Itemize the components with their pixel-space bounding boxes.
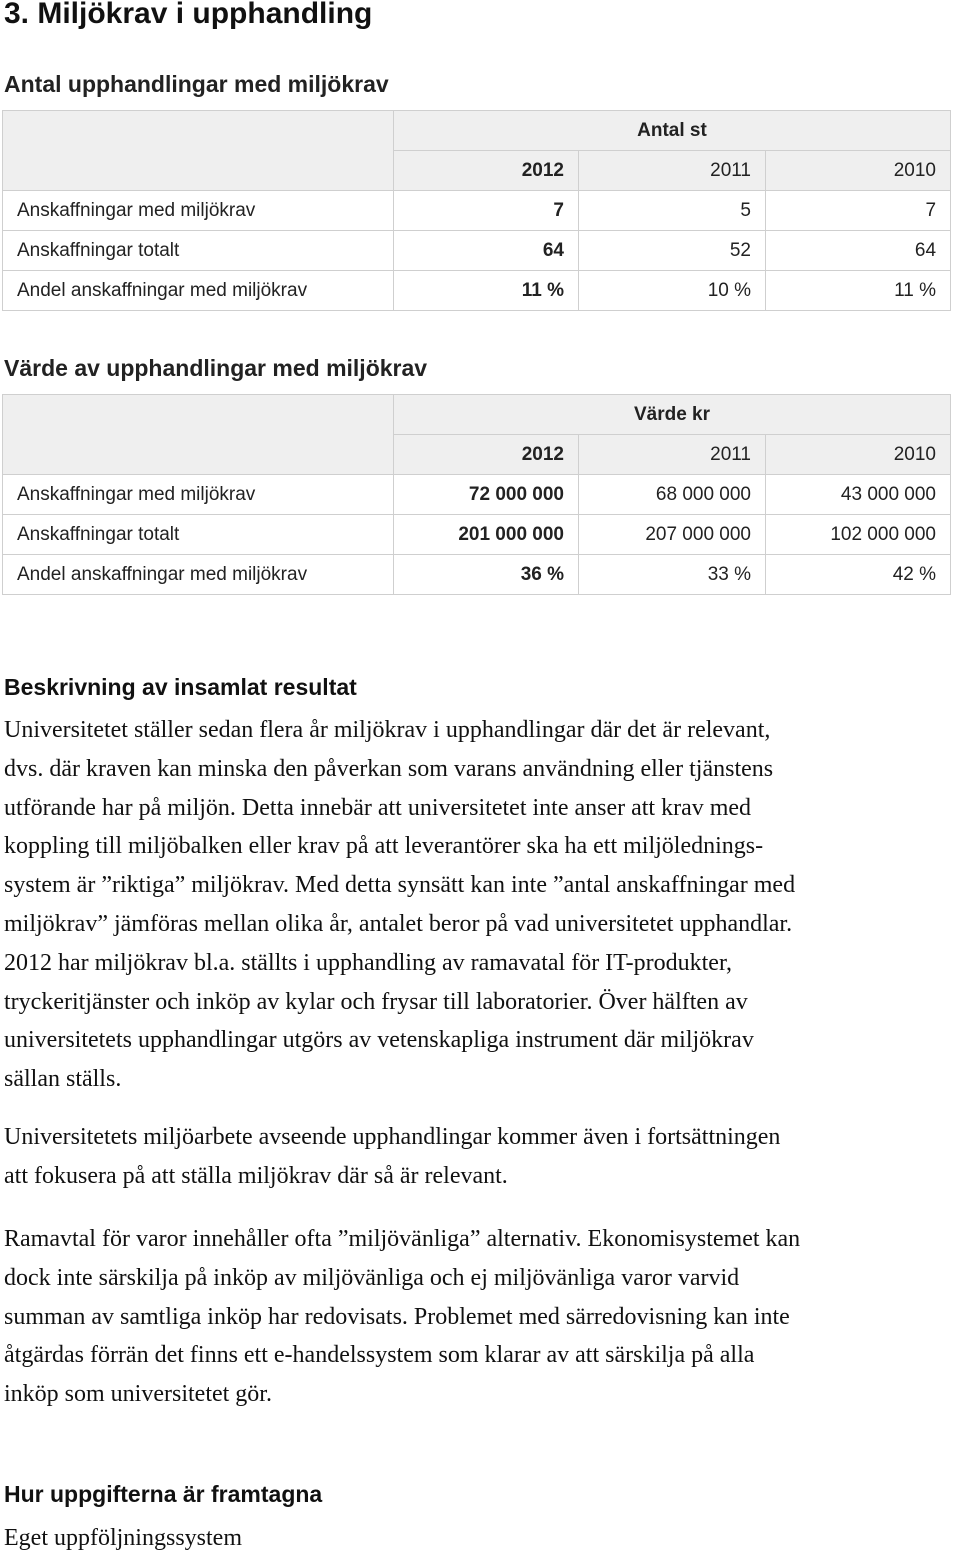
text-line: 2012 har miljökrav bl.a. ställts i upphandling av ramavatal för IT-produkter, (4, 949, 732, 976)
cell-value: 11 % (394, 271, 579, 311)
text-line: att fokusera på att ställa miljökrav där så är relevant. (4, 1162, 508, 1189)
cell-value: 11 % (766, 271, 951, 311)
text-line: Universitetets miljöarbete avseende upphandlingar kommer även i fortsättningen (4, 1124, 781, 1150)
result-paragraph-3 (4, 1220, 960, 1414)
table-row (3, 475, 951, 515)
result-paragraph-1 (4, 711, 960, 1099)
value-table (2, 394, 951, 595)
cell-value: 7 (766, 191, 951, 231)
year-header-2010: 2010 (766, 151, 951, 191)
table-row (3, 191, 951, 231)
count-section-title: Antal upphandlingar med miljökrav (4, 71, 389, 97)
table-group-header: Värde kr (394, 395, 951, 435)
table-row (3, 555, 951, 595)
cell-value: 42 % (766, 555, 951, 595)
text-line: Universitetet ställer sedan flera år miljökrav i upphandlingar där det är relevant, (4, 717, 771, 743)
text-line: tryckeritjänster och inköp av kylar och frysar till laboratorier. Över hälften av (4, 988, 748, 1015)
cell-value: 64 (766, 231, 951, 271)
row-label: Anskaffningar med miljökrav (3, 191, 394, 231)
cell-value: 72 000 000 (394, 475, 579, 515)
table-row (3, 515, 951, 555)
cell-value: 43 000 000 (766, 475, 951, 515)
table-corner-cell (3, 395, 394, 475)
row-label: Anskaffningar totalt (3, 515, 394, 555)
cell-value: 10 % (579, 271, 766, 311)
table-header-row (3, 111, 951, 151)
method-text (4, 1519, 960, 1558)
text-line: inköp som universitetet gör. (4, 1381, 272, 1408)
page-title: 3. Miljökrav i upphandling (4, 0, 373, 30)
year-header-2010: 2010 (766, 435, 951, 475)
table-header-row (3, 395, 951, 435)
year-header-2012: 2012 (394, 151, 579, 191)
text-line: summan av samtliga inköp har redovisats. Problemet med särredovisning kan inte (4, 1303, 790, 1330)
value-section-title: Värde av upphandlingar med miljökrav (4, 355, 428, 381)
table-row (3, 271, 951, 311)
text-line: utförande har på miljön. Detta innebär att universitetet inte anser att krav med (4, 794, 752, 821)
year-header-2012: 2012 (394, 435, 579, 475)
cell-value: 64 (394, 231, 579, 271)
text-line: dvs. där kraven kan minska den påverkan som varans användning eller tjänstens (4, 755, 774, 782)
text-line: Eget uppföljningssystem (4, 1525, 242, 1551)
cell-value: 207 000 000 (579, 515, 766, 555)
row-label: Andel anskaffningar med miljökrav (3, 271, 394, 311)
year-header-2011: 2011 (579, 435, 766, 475)
cell-value: 102 000 000 (766, 515, 951, 555)
table-group-header: Antal st (394, 111, 951, 151)
row-label: Anskaffningar totalt (3, 231, 394, 271)
text-line: miljökrav” jämföras mellan olika år, antalet beror på vad universitetet upphandlar. (4, 910, 793, 937)
text-line: dock inte särskilja på inköp av miljövänliga och ej miljövänliga varor varvid (4, 1264, 740, 1291)
text-line: koppling till miljöbalken eller krav på att leverantörer ska ha ett miljölednings- (4, 833, 764, 860)
result-paragraph-2 (4, 1118, 960, 1196)
cell-value: 5 (579, 191, 766, 231)
text-line: åtgärdas förrän det finns ett e-handelssystem som klarar av att särskilja på alla (4, 1342, 755, 1369)
text-line: sällan ställs. (4, 1066, 122, 1093)
row-label: Anskaffningar med miljökrav (3, 475, 394, 515)
cell-value: 36 % (394, 555, 579, 595)
cell-value: 52 (579, 231, 766, 271)
cell-value: 68 000 000 (579, 475, 766, 515)
table-corner-cell (3, 111, 394, 191)
text-line: system är ”riktiga” miljökrav. Med detta synsätt kan inte ”antal anskaffningar med (4, 872, 796, 899)
text-line: Ramavtal för varor innehåller ofta ”miljövänliga” alternativ. Ekonomisystemet kan (4, 1226, 801, 1252)
year-header-2011: 2011 (579, 151, 766, 191)
cell-value: 7 (394, 191, 579, 231)
cell-value: 33 % (579, 555, 766, 595)
result-section-title: Beskrivning av insamlat resultat (4, 674, 357, 700)
row-label: Andel anskaffningar med miljökrav (3, 555, 394, 595)
method-section-title: Hur uppgifterna är framtagna (4, 1481, 323, 1507)
text-line: universitetets upphandlingar utgörs av vetenskapliga instrument där miljökrav (4, 1027, 754, 1054)
cell-value: 201 000 000 (394, 515, 579, 555)
table-row (3, 231, 951, 271)
count-table (2, 110, 951, 311)
